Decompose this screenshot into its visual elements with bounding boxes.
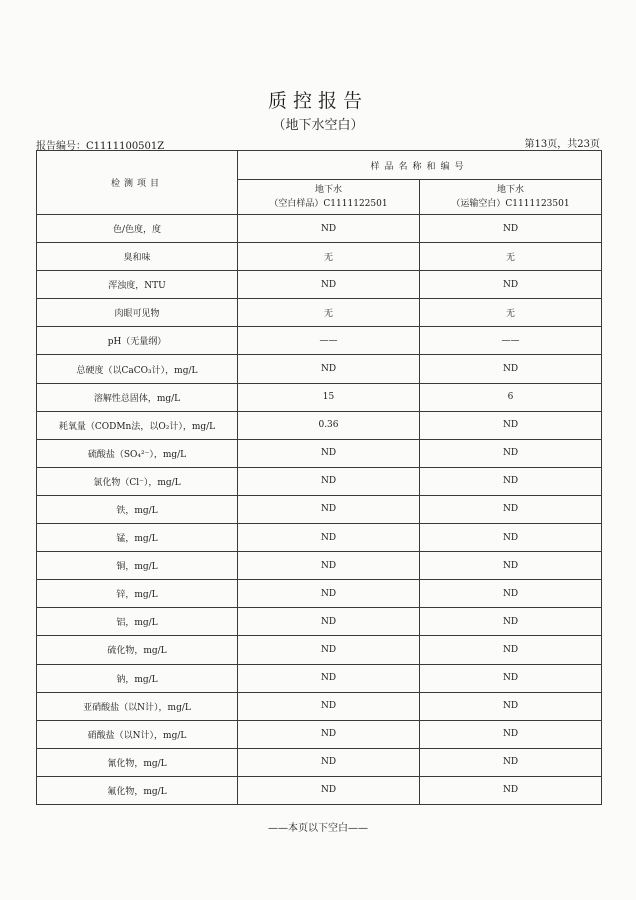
sample-1-result-cell: ND: [238, 355, 420, 383]
report-subtitle: （地下水空白）: [272, 118, 364, 133]
sample-1-result-cell: ND: [238, 552, 420, 580]
sample-1-result-cell: ND: [238, 524, 420, 552]
test-item-cell: 锰，mg/L: [37, 524, 238, 552]
test-item-cell: 铜，mg/L: [37, 552, 238, 580]
sample-2-result-cell: ND: [420, 720, 602, 748]
page-info: 第13页，共23页: [524, 139, 600, 150]
sample-1-result-cell: ND: [238, 664, 420, 692]
sample-2-result-cell: ND: [420, 636, 602, 664]
sample-2-result-cell: ND: [420, 748, 602, 776]
sample-1-result-cell: ND: [238, 467, 420, 495]
sample-2-result-cell: ND: [420, 552, 602, 580]
sample-1-result-cell: ND: [238, 748, 420, 776]
test-item-cell: 钠，mg/L: [37, 664, 238, 692]
qc-table: [36, 150, 602, 805]
sample-2-result-cell: 无: [420, 299, 602, 327]
page-footer-note: ——本页以下空白——: [268, 823, 368, 834]
sample-2-result-cell: ND: [420, 215, 602, 243]
sample-2-result-cell: ND: [420, 580, 602, 608]
sample-1-result-cell: ND: [238, 215, 420, 243]
test-item-cell: 氰化物，mg/L: [37, 748, 238, 776]
sample-1-result-cell: ——: [238, 327, 420, 355]
table-row: [37, 495, 602, 523]
sample-2-result-cell: 无: [420, 243, 602, 271]
table-row: [37, 299, 602, 327]
sample-2-result-cell: ND: [420, 776, 602, 804]
sample-2-result-cell: ND: [420, 608, 602, 636]
table-row: [37, 608, 602, 636]
test-item-cell: pH（无量纲）: [37, 327, 238, 355]
sample-header: 样品名称和编号: [238, 151, 602, 180]
sample-1-name: 地下水: [314, 185, 342, 195]
sample-2-header: [420, 180, 602, 215]
test-item-cell: 硫酸盐（SO₄²⁻），mg/L: [37, 439, 238, 467]
table-row: [37, 748, 602, 776]
sample-1-result-cell: ND: [238, 692, 420, 720]
table-row: [37, 355, 602, 383]
sample-2-result-cell: ND: [420, 271, 602, 299]
table-row: [37, 215, 602, 243]
table-row: [37, 467, 602, 495]
table-row: [37, 552, 602, 580]
sample-1-result-cell: 无: [238, 243, 420, 271]
sample-2-result-cell: ND: [420, 692, 602, 720]
table-row: [37, 524, 602, 552]
sample-1-result-cell: ND: [238, 776, 420, 804]
test-item-cell: 耗氧量（CODMn法，以O₂计），mg/L: [37, 411, 238, 439]
test-item-cell: 锌，mg/L: [37, 580, 238, 608]
table-row: [37, 383, 602, 411]
item-header: 检测项目: [37, 151, 238, 215]
sample-2-code: （运输空白）C1111123501: [451, 199, 570, 209]
table-row: [37, 580, 602, 608]
table-row: [37, 327, 602, 355]
sample-1-result-cell: ND: [238, 608, 420, 636]
sample-2-result-cell: ND: [420, 467, 602, 495]
sample-1-result-cell: ND: [238, 720, 420, 748]
table-row: [37, 664, 602, 692]
test-item-cell: 亚硝酸盐（以N计），mg/L: [37, 692, 238, 720]
sample-2-result-cell: ND: [420, 524, 602, 552]
sample-1-result-cell: ND: [238, 580, 420, 608]
sample-1-result-cell: 0.36: [238, 411, 420, 439]
table-row: [37, 243, 602, 271]
test-item-cell: 肉眼可见物: [37, 299, 238, 327]
sample-1-result-cell: 15: [238, 383, 420, 411]
sample-1-result-cell: 无: [238, 299, 420, 327]
sample-1-code: （空白样品）C1111122501: [269, 199, 388, 209]
sample-1-result-cell: ND: [238, 271, 420, 299]
test-item-cell: 浑浊度，NTU: [37, 271, 238, 299]
test-item-cell: 铝，mg/L: [37, 608, 238, 636]
table-row: [37, 692, 602, 720]
test-item-cell: 硝酸盐（以N计），mg/L: [37, 720, 238, 748]
table-row: [37, 439, 602, 467]
sample-2-result-cell: ——: [420, 327, 602, 355]
sample-2-result-cell: ND: [420, 495, 602, 523]
sample-2-name: 地下水: [497, 185, 525, 195]
sample-1-result-cell: ND: [238, 495, 420, 523]
sample-1-result-cell: ND: [238, 439, 420, 467]
sample-2-result-cell: ND: [420, 664, 602, 692]
test-item-cell: 硫化物，mg/L: [37, 636, 238, 664]
test-item-cell: 臭和味: [37, 243, 238, 271]
table-row: [37, 776, 602, 804]
sample-1-result-cell: ND: [238, 636, 420, 664]
sample-2-result-cell: ND: [420, 411, 602, 439]
table-row: [37, 636, 602, 664]
test-item-cell: 氯化物（Cl⁻），mg/L: [37, 467, 238, 495]
sample-1-header: [238, 180, 420, 215]
table-row: [37, 271, 602, 299]
report-number: 报告编号：C1111100501Z: [36, 141, 165, 152]
report-title: 质控报告: [267, 90, 368, 112]
test-item-cell: 色/色度，度: [37, 215, 238, 243]
table-row: [37, 411, 602, 439]
test-item-cell: 总硬度（以CaCO₃计），mg/L: [37, 355, 238, 383]
test-item-cell: 溶解性总固体，mg/L: [37, 383, 238, 411]
table-row: [37, 720, 602, 748]
test-item-cell: 氟化物，mg/L: [37, 776, 238, 804]
sample-2-result-cell: ND: [420, 355, 602, 383]
sample-2-result-cell: ND: [420, 439, 602, 467]
table-header-row: [37, 151, 602, 180]
sample-2-result-cell: 6: [420, 383, 602, 411]
test-item-cell: 铁，mg/L: [37, 495, 238, 523]
